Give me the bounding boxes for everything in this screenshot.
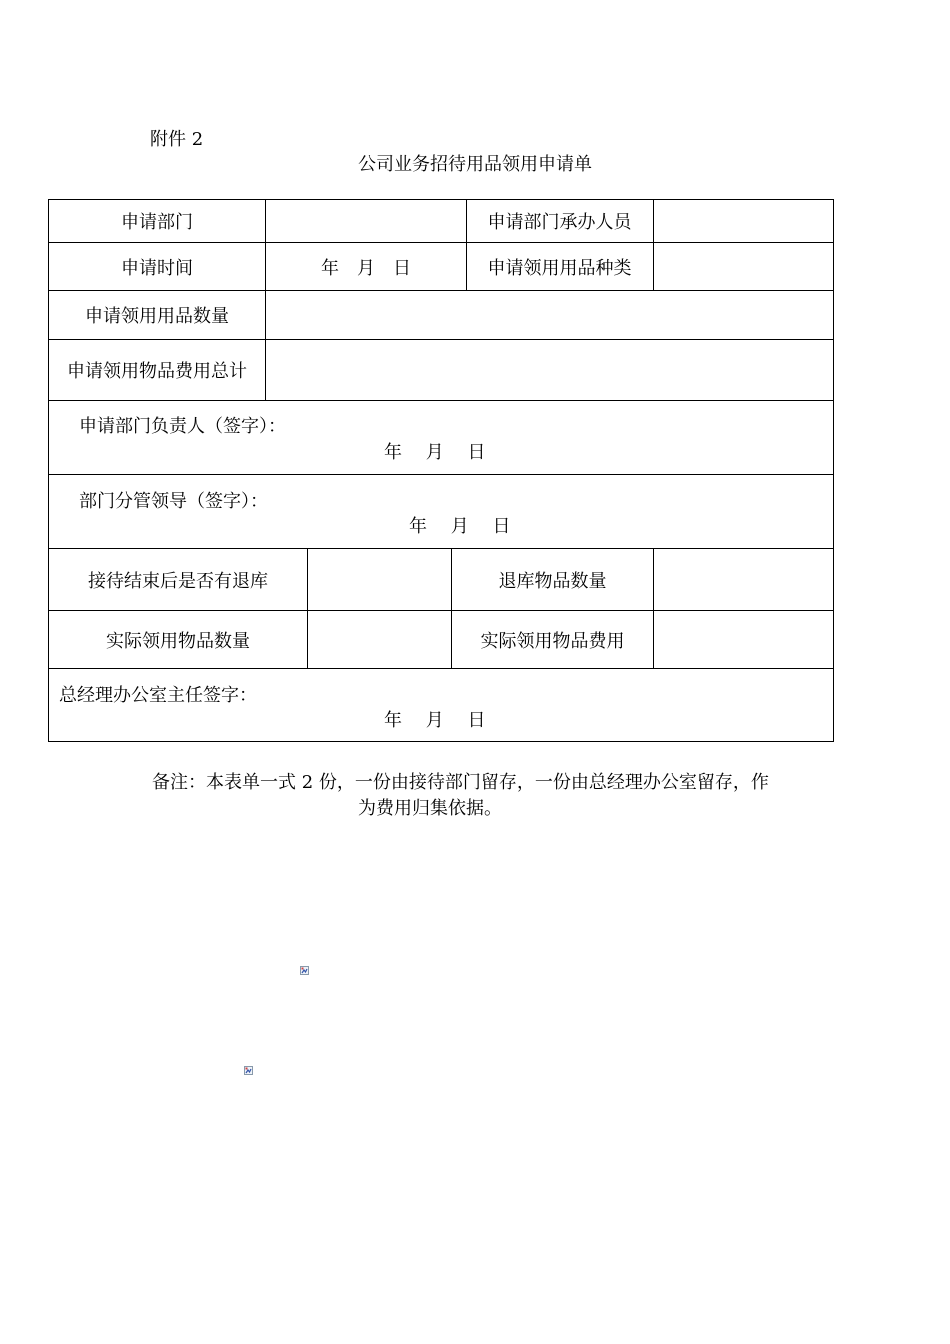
gm-office-sign-date: 年 月 日 xyxy=(384,710,486,731)
total-cost-field[interactable] xyxy=(266,340,833,400)
item-type-field[interactable] xyxy=(654,243,833,290)
label-return-quantity: 退库物品数量 xyxy=(498,570,607,592)
broken-image-icon xyxy=(300,966,309,975)
label-dept-handler: 申请部门承办人员 xyxy=(487,212,632,233)
row-divider xyxy=(49,474,833,475)
row-divider xyxy=(49,400,833,401)
label-total-cost: 申请领用物品费用总计 xyxy=(67,361,247,382)
actual-quantity-field[interactable] xyxy=(308,611,451,668)
label-dept-head-signature: 申请部门负责人（签字）： xyxy=(79,416,286,437)
return-quantity-field[interactable] xyxy=(654,549,833,610)
label-leader-signature: 部门分管领导（签字）： xyxy=(79,491,268,512)
applicant-dept-field[interactable] xyxy=(266,200,466,242)
dept-head-sign-date: 年 月 日 xyxy=(384,442,486,463)
dept-handler-field[interactable] xyxy=(654,200,833,242)
label-return-stock: 接待结束后是否有退库 xyxy=(88,570,268,592)
label-item-quantity: 申请领用用品数量 xyxy=(85,306,229,327)
note-line-2: 为费用归集依据。 xyxy=(358,798,502,819)
actual-cost-field[interactable] xyxy=(654,611,833,668)
form-title: 公司业务招待用品领用申请单 xyxy=(358,154,592,175)
return-stock-field[interactable] xyxy=(308,549,451,610)
broken-image-icon xyxy=(244,1066,253,1075)
label-apply-time: 申请时间 xyxy=(121,257,193,279)
row-divider xyxy=(49,668,833,669)
attachment-label: 附件 2 xyxy=(150,129,204,150)
label-gm-office-signature: 总经理办公室主任签字： xyxy=(59,685,257,706)
label-applicant-dept: 申请部门 xyxy=(121,212,193,233)
application-form-table xyxy=(48,199,834,742)
label-actual-quantity: 实际领用物品数量 xyxy=(106,630,250,652)
note-line-1: 备注：本表单一式 2 份，一份由接待部门留存，一份由总经理办公室留存，作 xyxy=(152,772,769,793)
leader-sign-date: 年 月 日 xyxy=(409,516,511,537)
label-item-type: 申请领用用品种类 xyxy=(487,257,632,279)
label-actual-cost: 实际领用物品费用 xyxy=(480,630,625,652)
item-quantity-field[interactable] xyxy=(266,291,833,339)
apply-date-field[interactable]: 年 月 日 xyxy=(321,257,411,279)
